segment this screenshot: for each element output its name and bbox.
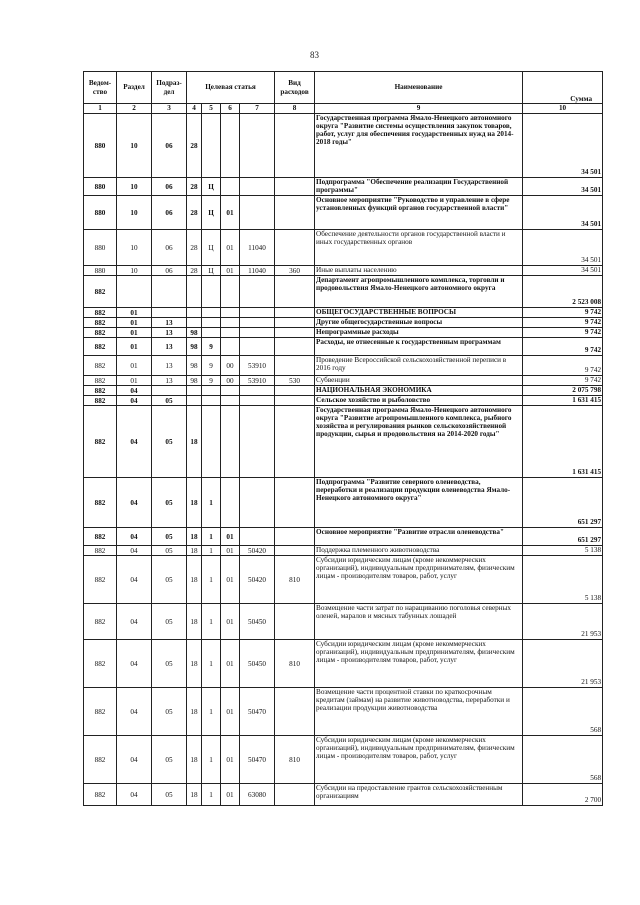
razdel-cell: 04 (117, 688, 152, 736)
table-row (84, 356, 603, 376)
amount-cell: 21 953 (523, 604, 603, 640)
table-row (84, 318, 603, 328)
vid-cell (275, 546, 315, 556)
celevaya-2-cell: 1 (202, 604, 221, 640)
table-row (84, 528, 603, 546)
name-cell: ОБЩЕГОСУДАРСТВЕННЫЕ ВОПРОСЫ (315, 308, 523, 318)
celevaya-4-cell: 50470 (240, 688, 275, 736)
vid-cell (275, 338, 315, 356)
column-number: 10 (523, 104, 603, 114)
header-podrazdel: Подраз-дел (152, 72, 187, 104)
table-row (84, 266, 603, 276)
vid-cell (275, 276, 315, 308)
vedom-cell: 882 (84, 386, 117, 396)
celevaya-4-cell: 11040 (240, 230, 275, 266)
header-naimenovanie: Наименование (315, 72, 523, 104)
vid-cell (275, 528, 315, 546)
celevaya-1-cell (187, 308, 202, 318)
celevaya-4-cell (240, 318, 275, 328)
celevaya-1-cell: 28 (187, 114, 202, 178)
celevaya-1-cell: 18 (187, 406, 202, 478)
vid-cell (275, 318, 315, 328)
vid-cell (275, 406, 315, 478)
name-cell: Сельское хозяйство и рыболовство (315, 396, 523, 406)
podrazdel-cell: 05 (152, 640, 187, 688)
celevaya-4-cell (240, 406, 275, 478)
celevaya-3-cell: 01 (221, 640, 240, 688)
vid-cell (275, 196, 315, 230)
table-row (84, 556, 603, 604)
vedom-cell: 882 (84, 338, 117, 356)
vedom-cell: 882 (84, 406, 117, 478)
razdel-cell: 10 (117, 178, 152, 196)
celevaya-3-cell: 01 (221, 784, 240, 806)
vedom-cell: 882 (84, 478, 117, 528)
name-cell: Субсидии юридическим лицам (кроме некоммерческих организаций), индивидуальным предпринимателям, физическим лицам - производителям товаров, работ, услуг (315, 736, 523, 784)
name-cell: Возмещение части затрат по наращиванию поголовья северных оленей, маралов и мясных табунных лошадей (315, 604, 523, 640)
name-cell: Расходы, не отнесенные к государственным программам (315, 338, 523, 356)
razdel-cell: 04 (117, 784, 152, 806)
celevaya-1-cell: 18 (187, 546, 202, 556)
amount-cell: 9 742 (523, 318, 603, 328)
celevaya-2-cell (202, 276, 221, 308)
column-number: 3 (152, 104, 187, 114)
razdel-cell: 04 (117, 528, 152, 546)
celevaya-4-cell: 63080 (240, 784, 275, 806)
name-cell: Основное мероприятие "Руководство и управление в сфере установленных функций органов государственной власти" (315, 196, 523, 230)
podrazdel-cell: 06 (152, 266, 187, 276)
vid-cell: 810 (275, 640, 315, 688)
razdel-cell: 04 (117, 406, 152, 478)
table-row (84, 376, 603, 386)
celevaya-1-cell: 98 (187, 328, 202, 338)
name-cell: НАЦИОНАЛЬНАЯ ЭКОНОМИКА (315, 386, 523, 396)
column-number: 4 (187, 104, 202, 114)
vid-cell (275, 784, 315, 806)
vedom-cell: 882 (84, 640, 117, 688)
celevaya-2-cell (202, 386, 221, 396)
column-number: 5 (202, 104, 221, 114)
celevaya-4-cell (240, 478, 275, 528)
column-numbers-row (84, 104, 603, 114)
podrazdel-cell: 06 (152, 196, 187, 230)
column-number: 7 (240, 104, 275, 114)
celevaya-3-cell: 01 (221, 736, 240, 784)
celevaya-2-cell: 1 (202, 688, 221, 736)
razdel-cell: 01 (117, 376, 152, 386)
header-summa: Сумма (523, 72, 603, 104)
amount-cell: 568 (523, 736, 603, 784)
name-cell: Субвенции (315, 376, 523, 386)
amount-cell: 1 631 415 (523, 396, 603, 406)
celevaya-3-cell: 00 (221, 376, 240, 386)
celevaya-3-cell (221, 328, 240, 338)
celevaya-4-cell: 50420 (240, 556, 275, 604)
razdel-cell: 04 (117, 736, 152, 784)
celevaya-3-cell (221, 318, 240, 328)
razdel-cell: 10 (117, 196, 152, 230)
header-row (84, 72, 603, 104)
amount-cell: 1 631 415 (523, 406, 603, 478)
celevaya-2-cell (202, 328, 221, 338)
celevaya-4-cell (240, 338, 275, 356)
celevaya-4-cell (240, 528, 275, 546)
column-number: 6 (221, 104, 240, 114)
celevaya-2-cell: 1 (202, 736, 221, 784)
celevaya-1-cell: 98 (187, 376, 202, 386)
celevaya-1-cell: 28 (187, 196, 202, 230)
celevaya-2-cell (202, 308, 221, 318)
amount-cell: 34 501 (523, 178, 603, 196)
celevaya-2-cell (202, 114, 221, 178)
name-cell: Иные выплаты населению (315, 266, 523, 276)
vedom-cell: 882 (84, 546, 117, 556)
vid-cell (275, 230, 315, 266)
header-celevaya: Целевая статья (187, 72, 275, 104)
razdel-cell: 01 (117, 338, 152, 356)
razdel-cell: 04 (117, 640, 152, 688)
celevaya-4-cell (240, 114, 275, 178)
table-row (84, 546, 603, 556)
header-vid: Вид расходов (275, 72, 315, 104)
celevaya-1-cell: 28 (187, 230, 202, 266)
name-cell: Подпрограмма "Обеспечение реализации Государственной программы" (315, 178, 523, 196)
vid-cell: 810 (275, 736, 315, 784)
celevaya-2-cell: 1 (202, 556, 221, 604)
celevaya-4-cell: 50450 (240, 604, 275, 640)
podrazdel-cell (152, 308, 187, 318)
celevaya-2-cell: 1 (202, 546, 221, 556)
celevaya-3-cell: 01 (221, 546, 240, 556)
razdel-cell: 04 (117, 556, 152, 604)
razdel-cell (117, 276, 152, 308)
table-row (84, 688, 603, 736)
podrazdel-cell: 05 (152, 688, 187, 736)
vid-cell (275, 178, 315, 196)
vedom-cell: 882 (84, 688, 117, 736)
celevaya-2-cell: Ц (202, 178, 221, 196)
celevaya-1-cell: 28 (187, 178, 202, 196)
podrazdel-cell: 13 (152, 318, 187, 328)
vid-cell (275, 604, 315, 640)
table-row (84, 178, 603, 196)
celevaya-3-cell: 01 (221, 196, 240, 230)
amount-cell: 9 742 (523, 308, 603, 318)
celevaya-3-cell (221, 338, 240, 356)
celevaya-1-cell (187, 396, 202, 406)
name-cell: Субсидии юридическим лицам (кроме некоммерческих организаций), индивидуальным предпринимателям, физическим лицам - производителям товаров, работ, услуг (315, 640, 523, 688)
column-number: 2 (117, 104, 152, 114)
vid-cell (275, 386, 315, 396)
table-row (84, 478, 603, 528)
amount-cell: 5 138 (523, 556, 603, 604)
column-number: 9 (315, 104, 523, 114)
podrazdel-cell: 06 (152, 230, 187, 266)
celevaya-1-cell: 98 (187, 338, 202, 356)
table-row (84, 338, 603, 356)
celevaya-4-cell: 53910 (240, 376, 275, 386)
razdel-cell: 10 (117, 266, 152, 276)
amount-cell: 34 501 (523, 114, 603, 178)
razdel-cell: 04 (117, 604, 152, 640)
amount-cell: 34 501 (523, 230, 603, 266)
amount-cell: 9 742 (523, 338, 603, 356)
razdel-cell: 04 (117, 546, 152, 556)
amount-cell: 34 501 (523, 266, 603, 276)
table-row (84, 230, 603, 266)
table-row (84, 276, 603, 308)
celevaya-3-cell: 01 (221, 266, 240, 276)
vedom-cell: 882 (84, 276, 117, 308)
vedom-cell: 882 (84, 736, 117, 784)
podrazdel-cell: 13 (152, 328, 187, 338)
celevaya-3-cell: 01 (221, 230, 240, 266)
table-row (84, 386, 603, 396)
budget-table (83, 71, 603, 806)
vedom-cell: 880 (84, 114, 117, 178)
razdel-cell: 01 (117, 318, 152, 328)
celevaya-3-cell: 01 (221, 556, 240, 604)
celevaya-1-cell: 18 (187, 478, 202, 528)
celevaya-4-cell (240, 196, 275, 230)
vedom-cell: 880 (84, 178, 117, 196)
celevaya-2-cell (202, 318, 221, 328)
celevaya-3-cell: 01 (221, 688, 240, 736)
name-cell: Государственная программа Ямало-Ненецкого автономного округа "Развитие агропромышленного комплекса, рыбного хозяйства и регулирования рынков сельскохозяйственной продукции, сырья и продовольствия на 2014-2020 годы" (315, 406, 523, 478)
celevaya-1-cell: 18 (187, 640, 202, 688)
celevaya-3-cell (221, 406, 240, 478)
name-cell: Проведение Всероссийской сельскохозяйственной переписи в 2016 году (315, 356, 523, 376)
celevaya-1-cell: 18 (187, 784, 202, 806)
celevaya-1-cell (187, 386, 202, 396)
column-number: 8 (275, 104, 315, 114)
podrazdel-cell (152, 276, 187, 308)
vid-cell (275, 478, 315, 528)
vedom-cell: 882 (84, 328, 117, 338)
name-cell: Государственная программа Ямало-Ненецкого автономного округа "Развитие системы осуществления закупок товаров, работ, услуг для обеспечения государственных нужд на 2014-2018 годы" (315, 114, 523, 178)
razdel-cell: 01 (117, 356, 152, 376)
celevaya-2-cell: Ц (202, 196, 221, 230)
vid-cell (275, 114, 315, 178)
celevaya-2-cell: 1 (202, 640, 221, 688)
podrazdel-cell: 05 (152, 478, 187, 528)
celevaya-1-cell (187, 276, 202, 308)
podrazdel-cell: 05 (152, 396, 187, 406)
amount-cell: 568 (523, 688, 603, 736)
vedom-cell: 882 (84, 308, 117, 318)
vid-cell: 360 (275, 266, 315, 276)
table-row (84, 196, 603, 230)
celevaya-4-cell (240, 386, 275, 396)
celevaya-4-cell (240, 308, 275, 318)
celevaya-3-cell: 00 (221, 356, 240, 376)
celevaya-3-cell (221, 114, 240, 178)
header-vedom: Ведом-ство (84, 72, 117, 104)
celevaya-2-cell: 9 (202, 338, 221, 356)
table-row (84, 406, 603, 478)
podrazdel-cell: 06 (152, 178, 187, 196)
table-row (84, 784, 603, 806)
vid-cell (275, 328, 315, 338)
celevaya-2-cell (202, 406, 221, 478)
podrazdel-cell: 05 (152, 784, 187, 806)
celevaya-1-cell: 18 (187, 688, 202, 736)
podrazdel-cell: 05 (152, 556, 187, 604)
vedom-cell: 882 (84, 556, 117, 604)
celevaya-1-cell: 18 (187, 736, 202, 784)
amount-cell: 651 297 (523, 528, 603, 546)
celevaya-4-cell: 11040 (240, 266, 275, 276)
vid-cell (275, 396, 315, 406)
vedom-cell: 882 (84, 318, 117, 328)
amount-cell: 2 075 798 (523, 386, 603, 396)
celevaya-4-cell (240, 276, 275, 308)
celevaya-2-cell: Ц (202, 266, 221, 276)
celevaya-2-cell: 9 (202, 356, 221, 376)
amount-cell: 21 953 (523, 640, 603, 688)
name-cell: Обеспечение деятельности органов государственной власти и иных государственных органов (315, 230, 523, 266)
table-row (84, 736, 603, 784)
celevaya-4-cell (240, 178, 275, 196)
name-cell: Непрограммные расходы (315, 328, 523, 338)
name-cell: Подпрограмма "Развитие северного оленеводства, переработки и реализации продукции оленеводства Ямало-Ненецкого автономного округа" (315, 478, 523, 528)
celevaya-1-cell: 18 (187, 556, 202, 604)
name-cell: Основное мероприятие "Развитие отрасли оленеводства" (315, 528, 523, 546)
name-cell: Поддержка племенного животноводства (315, 546, 523, 556)
celevaya-1-cell: 98 (187, 356, 202, 376)
celevaya-1-cell: 18 (187, 528, 202, 546)
celevaya-2-cell: 1 (202, 784, 221, 806)
celevaya-3-cell: 01 (221, 528, 240, 546)
razdel-cell: 10 (117, 114, 152, 178)
celevaya-3-cell: 01 (221, 604, 240, 640)
celevaya-4-cell: 50420 (240, 546, 275, 556)
vid-cell (275, 688, 315, 736)
amount-cell: 9 742 (523, 376, 603, 386)
table-row (84, 640, 603, 688)
celevaya-3-cell (221, 386, 240, 396)
podrazdel-cell: 13 (152, 376, 187, 386)
table-row (84, 114, 603, 178)
vedom-cell: 882 (84, 528, 117, 546)
amount-cell: 5 138 (523, 546, 603, 556)
amount-cell: 9 742 (523, 356, 603, 376)
celevaya-4-cell (240, 396, 275, 406)
vedom-cell: 882 (84, 396, 117, 406)
celevaya-2-cell: 9 (202, 376, 221, 386)
vedom-cell: 882 (84, 376, 117, 386)
celevaya-4-cell: 50450 (240, 640, 275, 688)
razdel-cell: 10 (117, 230, 152, 266)
celevaya-2-cell: Ц (202, 230, 221, 266)
name-cell: Другие общегосударственные вопросы (315, 318, 523, 328)
amount-cell: 651 297 (523, 478, 603, 528)
vid-cell: 810 (275, 556, 315, 604)
vid-cell (275, 356, 315, 376)
podrazdel-cell: 05 (152, 604, 187, 640)
celevaya-1-cell: 28 (187, 266, 202, 276)
celevaya-4-cell: 53910 (240, 356, 275, 376)
vedom-cell: 880 (84, 266, 117, 276)
vedom-cell: 880 (84, 230, 117, 266)
razdel-cell: 04 (117, 478, 152, 528)
page-number: 83 (310, 50, 319, 60)
celevaya-4-cell (240, 328, 275, 338)
podrazdel-cell: 06 (152, 114, 187, 178)
podrazdel-cell: 05 (152, 546, 187, 556)
celevaya-2-cell: 1 (202, 478, 221, 528)
table-row (84, 604, 603, 640)
celevaya-4-cell: 50470 (240, 736, 275, 784)
vedom-cell: 882 (84, 604, 117, 640)
celevaya-3-cell (221, 478, 240, 528)
name-cell: Возмещение части процентной ставки по краткосрочным кредитам (займам) на развитие животноводства, переработки и реализации продукции животноводства (315, 688, 523, 736)
amount-cell: 2 700 (523, 784, 603, 806)
razdel-cell: 04 (117, 386, 152, 396)
celevaya-3-cell (221, 276, 240, 308)
podrazdel-cell: 13 (152, 356, 187, 376)
celevaya-2-cell: 1 (202, 528, 221, 546)
name-cell: Субсидии на предоставление грантов сельскохозяйственным организациям (315, 784, 523, 806)
podrazdel-cell (152, 386, 187, 396)
razdel-cell: 04 (117, 396, 152, 406)
amount-cell: 9 742 (523, 328, 603, 338)
razdel-cell: 01 (117, 308, 152, 318)
podrazdel-cell: 05 (152, 406, 187, 478)
amount-cell: 2 523 008 (523, 276, 603, 308)
celevaya-2-cell (202, 396, 221, 406)
vedom-cell: 882 (84, 784, 117, 806)
table-row (84, 396, 603, 406)
vedom-cell: 880 (84, 196, 117, 230)
vid-cell (275, 308, 315, 318)
name-cell: Департамент агропромышленного комплекса, торговли и продовольствия Ямало-Ненецкого автономного округа (315, 276, 523, 308)
name-cell: Субсидии юридическим лицам (кроме некоммерческих организаций), индивидуальным предпринимателям, физическим лицам - производителям товаров, работ, услуг (315, 556, 523, 604)
celevaya-3-cell (221, 308, 240, 318)
header-razdel: Раздел (117, 72, 152, 104)
podrazdel-cell: 13 (152, 338, 187, 356)
podrazdel-cell: 05 (152, 736, 187, 784)
vid-cell: 530 (275, 376, 315, 386)
amount-cell: 34 501 (523, 196, 603, 230)
vedom-cell: 882 (84, 356, 117, 376)
celevaya-1-cell (187, 318, 202, 328)
razdel-cell: 01 (117, 328, 152, 338)
podrazdel-cell: 05 (152, 528, 187, 546)
celevaya-1-cell: 18 (187, 604, 202, 640)
column-number: 1 (84, 104, 117, 114)
celevaya-3-cell (221, 396, 240, 406)
table-row (84, 328, 603, 338)
celevaya-3-cell (221, 178, 240, 196)
table-row (84, 308, 603, 318)
